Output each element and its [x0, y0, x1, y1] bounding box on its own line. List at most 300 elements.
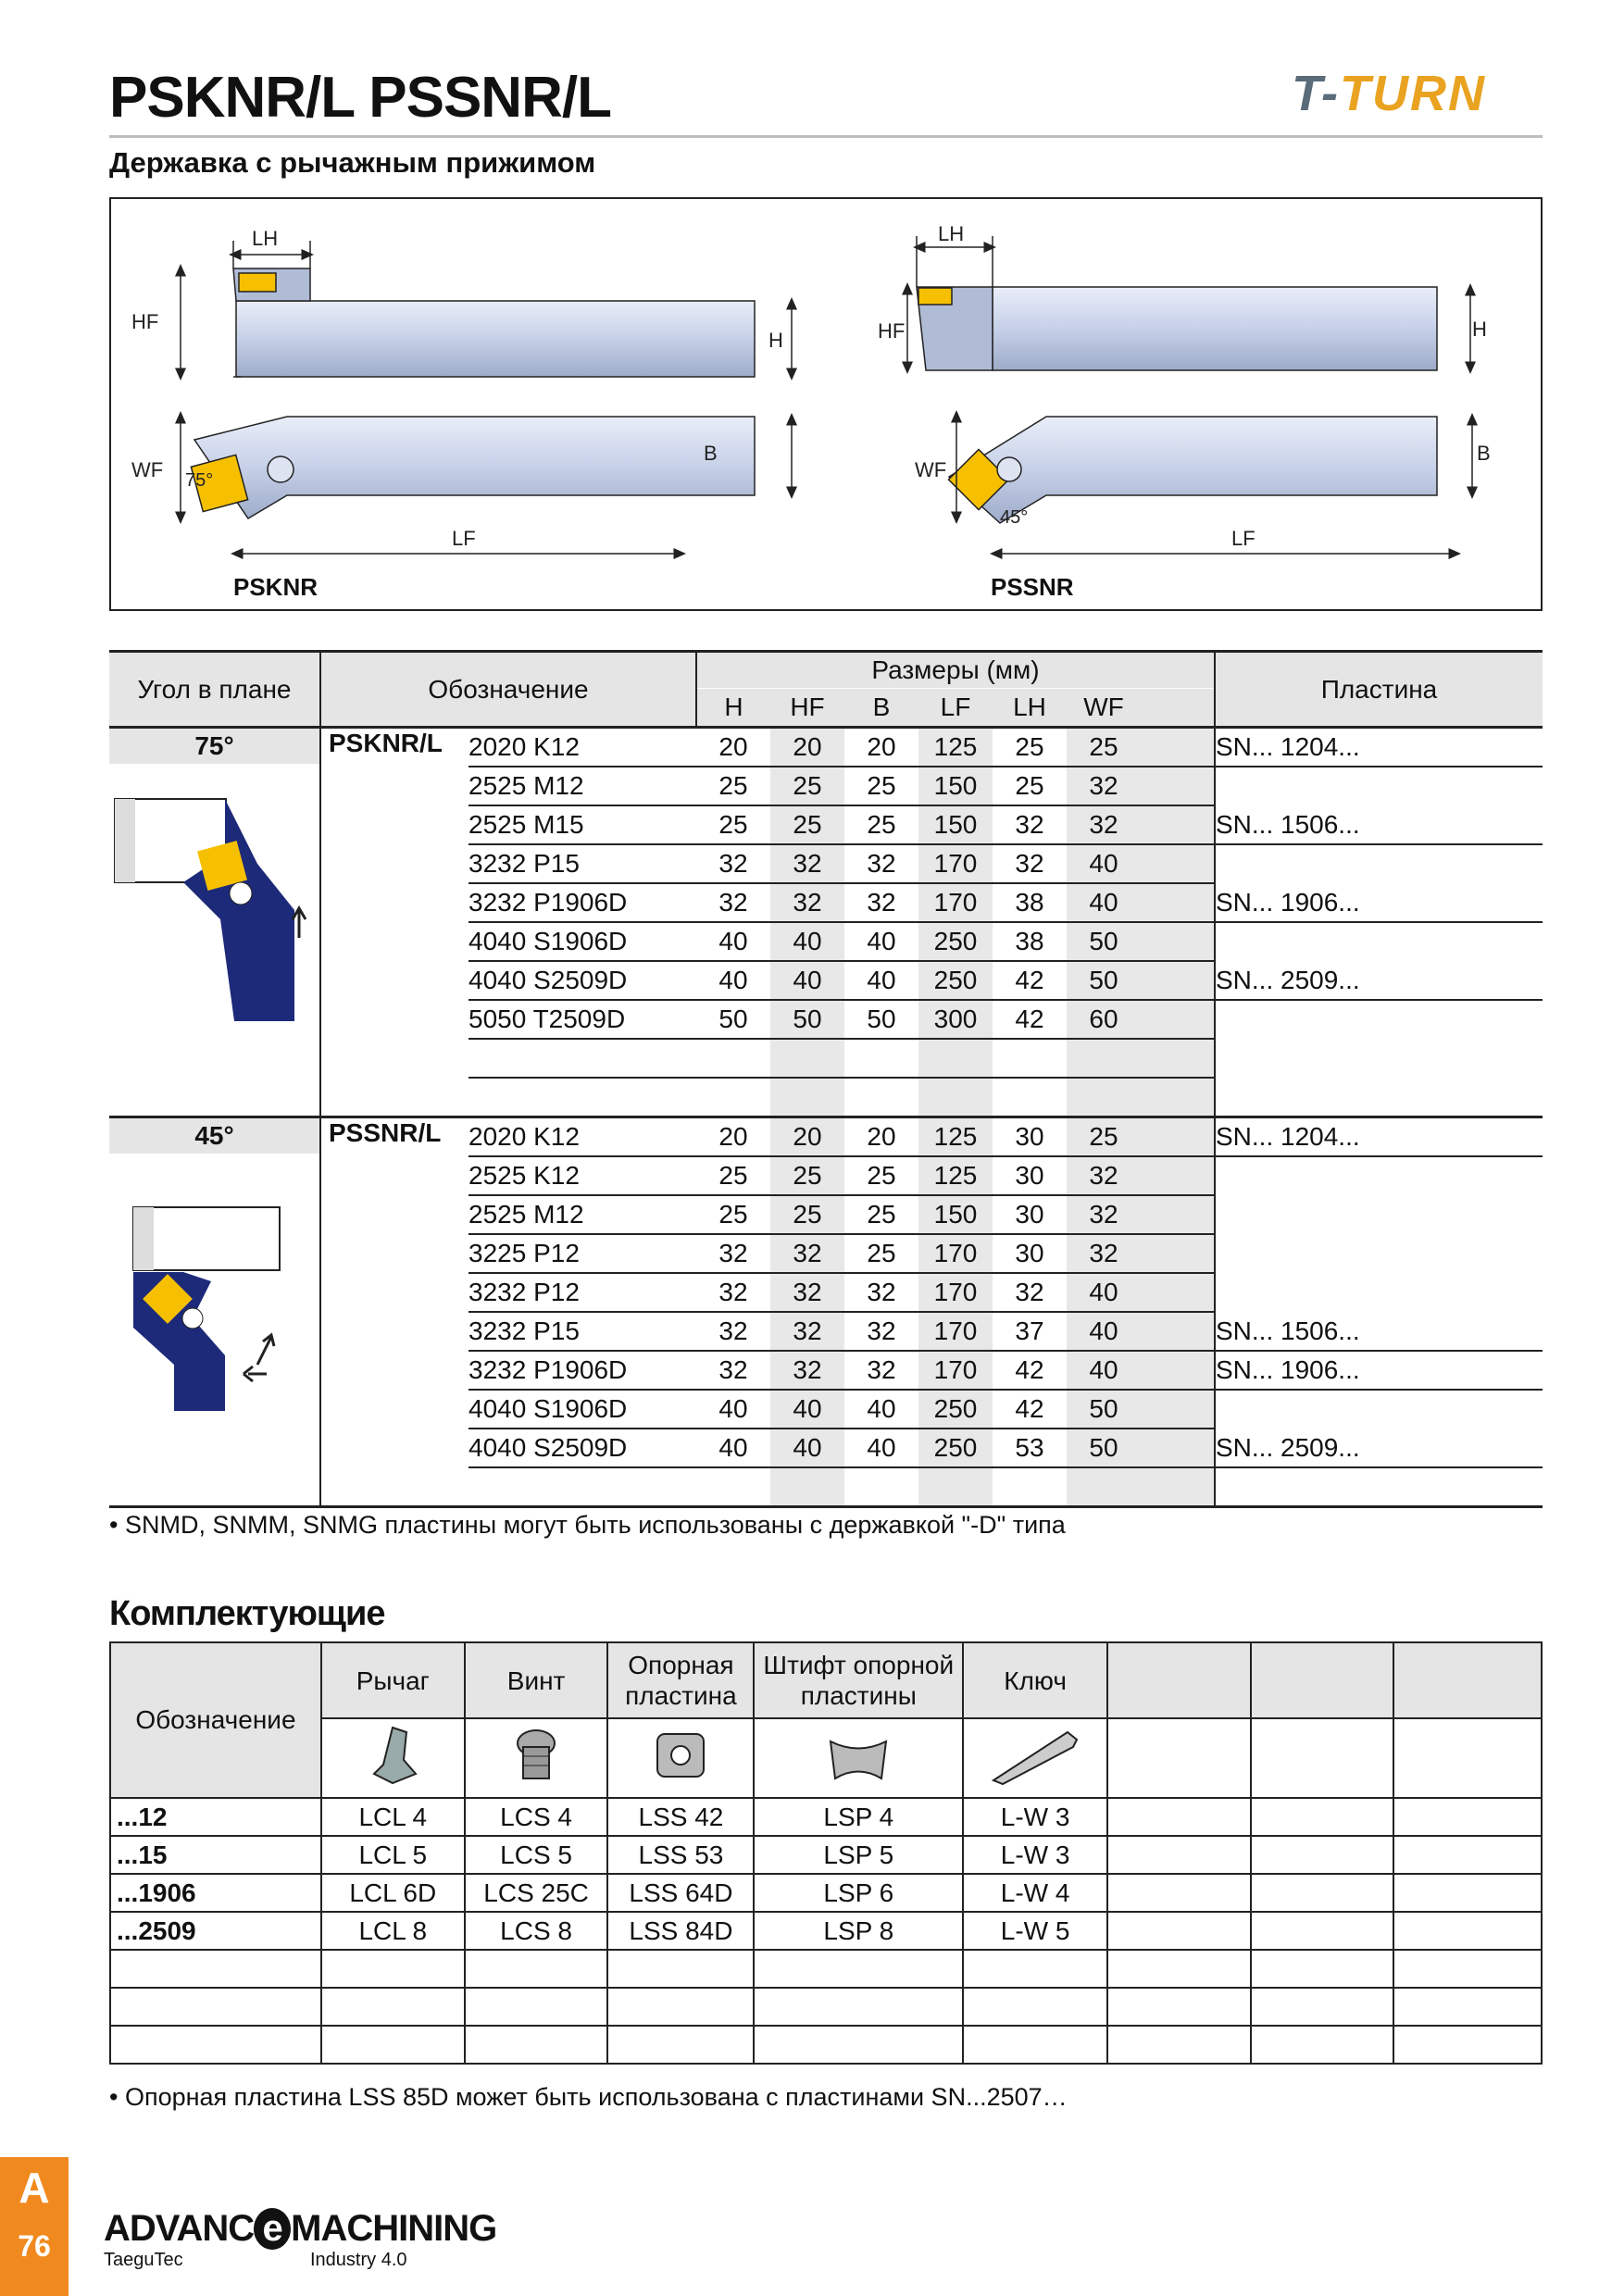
acc-blank: [1393, 1912, 1542, 1950]
dim-value: 25: [993, 767, 1067, 805]
holder-code: [468, 1039, 696, 1078]
dim-hf: HF: [878, 319, 906, 343]
acc-col-head: Опорная пластина: [607, 1642, 754, 1718]
dim-value: 125: [918, 728, 993, 767]
dim-value: 25: [844, 767, 918, 805]
dim-value: [770, 1039, 844, 1078]
label-pssn: PSSNR: [991, 573, 1074, 601]
acc-part: LCS 4: [465, 1798, 608, 1836]
acc-col-head: Винт: [465, 1642, 608, 1718]
dim-value: 32: [1067, 1234, 1141, 1273]
acc-row: [110, 2026, 1542, 2064]
acc-part: LCL 8: [321, 1912, 465, 1950]
insert-type: SN... 1906...: [1215, 1351, 1543, 1390]
dim-value: 42: [993, 1390, 1067, 1429]
dim-value: 150: [918, 1195, 993, 1234]
blank-cell: [1141, 1467, 1215, 1507]
dim-value: 25: [696, 767, 770, 805]
dim-value: 25: [770, 767, 844, 805]
dim-value: 32: [696, 1273, 770, 1312]
dim-value: 32: [844, 1312, 918, 1351]
insert-type: [1215, 1000, 1543, 1039]
acc-blank: [1393, 1836, 1542, 1874]
dim-value: 40: [844, 922, 918, 961]
acc-part: [607, 1950, 754, 1988]
tool-drawings: [109, 197, 1543, 611]
insert-type: [1215, 1234, 1543, 1273]
dim-value: [696, 1467, 770, 1507]
acc-part: [607, 2026, 754, 2064]
dim-value: 50: [844, 1000, 918, 1039]
dim-value: [770, 1467, 844, 1507]
holder-code: 2525 M15: [468, 805, 696, 844]
dim-value: [696, 1039, 770, 1078]
insert-type: [1215, 922, 1543, 961]
dim-value: 20: [844, 1117, 918, 1157]
angle-45: 45°: [1000, 507, 1029, 528]
shim-icon: [648, 1723, 713, 1788]
insert-type: SN... 2509...: [1215, 1429, 1543, 1467]
advance-machining-logo: ADVANC e MACHINING: [104, 2208, 497, 2249]
note-snmd: • SNMD, SNMM, SNMG пластины могут быть использованы с державкой "-D" типа: [109, 1511, 1066, 1539]
acc-part: L-W 3: [963, 1798, 1107, 1836]
dim-head: LH: [993, 689, 1067, 728]
acc-blank: [1393, 1950, 1542, 1988]
logo-e: e: [254, 2208, 291, 2250]
dim-value: 50: [1067, 961, 1141, 1000]
acc-blank: [1107, 1988, 1251, 2026]
acc-part: [754, 2026, 963, 2064]
table-row: [109, 728, 1543, 767]
acc-part: LSP 5: [754, 1836, 963, 1874]
header-divider: [109, 135, 1543, 138]
dim-value: 60: [1067, 1000, 1141, 1039]
dim-value: 42: [993, 961, 1067, 1000]
accessories-title: Комплектующие: [109, 1594, 385, 1633]
acc-code: [110, 2026, 321, 2064]
acc-part: LSP 4: [754, 1798, 963, 1836]
insert-type: [1215, 1195, 1543, 1234]
dim-value: 170: [918, 1234, 993, 1273]
dim-value: 20: [770, 728, 844, 767]
dim-value: 32: [844, 844, 918, 883]
blank-cell: [1141, 1273, 1215, 1312]
blank-cell: [1141, 922, 1215, 961]
dim-value: [1067, 1039, 1141, 1078]
acc-icon-cell: [607, 1718, 754, 1798]
dim-value: 32: [770, 1351, 844, 1390]
dim-value: 20: [770, 1117, 844, 1157]
holder-code: 2525 M12: [468, 767, 696, 805]
dim-value: 150: [918, 767, 993, 805]
dim-value: 37: [993, 1312, 1067, 1351]
acc-part: LSS 53: [607, 1836, 754, 1874]
dim-value: 170: [918, 844, 993, 883]
holder-code: 2020 K12: [468, 1117, 696, 1157]
dim-wf: WF: [915, 458, 947, 481]
acc-part: [754, 1950, 963, 1988]
insert-type: [1215, 1467, 1543, 1507]
dim-value: [844, 1078, 918, 1117]
dim-value: 250: [918, 922, 993, 961]
acc-part: LSP 8: [754, 1912, 963, 1950]
acc-blank: [1251, 1874, 1394, 1912]
dim-value: 32: [993, 1273, 1067, 1312]
dim-value: 125: [918, 1117, 993, 1157]
holder-code: 3232 P15: [468, 1312, 696, 1351]
table-row: [109, 1117, 1543, 1157]
dim-value: [918, 1467, 993, 1507]
dim-value: 20: [696, 728, 770, 767]
dim-value: 50: [770, 1000, 844, 1039]
dim-value: 250: [918, 1429, 993, 1467]
dim-value: 25: [696, 805, 770, 844]
acc-part: L-W 5: [963, 1912, 1107, 1950]
dim-value: 30: [993, 1234, 1067, 1273]
section-letter: A: [19, 2164, 50, 2212]
dim-value: [1067, 1467, 1141, 1507]
acc-blank: [1107, 1874, 1251, 1912]
logo-part1: T-: [1292, 66, 1340, 121]
acc-row: [110, 1836, 1542, 1874]
insert-icon: [239, 273, 276, 292]
blank-cell: [1141, 1312, 1215, 1351]
dim-value: 50: [1067, 922, 1141, 961]
acc-icon-cell: [963, 1718, 1107, 1798]
family-code: PSKNR/L: [320, 728, 468, 1117]
blank-cell: [1141, 961, 1215, 1000]
acc-code: [110, 1988, 321, 2026]
t-turn-logo: [1292, 65, 1486, 122]
acc-part: [321, 1988, 465, 2026]
blank-cell: [1141, 1078, 1215, 1117]
dim-value: 53: [993, 1429, 1067, 1467]
holder-code: [468, 1467, 696, 1507]
dim-value: 30: [993, 1117, 1067, 1157]
acc-blank: [1393, 1874, 1542, 1912]
insert-type: SN... 1204...: [1215, 728, 1543, 767]
dim-value: 250: [918, 1390, 993, 1429]
insert-type: [1215, 1273, 1543, 1312]
col-dims: Размеры (мм): [696, 652, 1215, 689]
holder-45-icon: [109, 1179, 313, 1420]
acc-code: ...1906: [110, 1874, 321, 1912]
dim-value: [844, 1039, 918, 1078]
section-tab: [0, 2157, 69, 2296]
acc-col-head: Рычаг: [321, 1642, 465, 1718]
insert-type: [1215, 1156, 1543, 1195]
dim-value: 25: [1067, 728, 1141, 767]
acc-blank: [1393, 1798, 1542, 1836]
dim-value: 25: [844, 1156, 918, 1195]
dim-value: 40: [1067, 883, 1141, 922]
insert-type: SN... 2509...: [1215, 961, 1543, 1000]
dim-value: [844, 1467, 918, 1507]
acc-part: [963, 1950, 1107, 1988]
dim-value: 32: [696, 1312, 770, 1351]
insert-type: [1215, 844, 1543, 883]
dim-value: 30: [993, 1195, 1067, 1234]
family-code: PSSNR/L: [320, 1117, 468, 1507]
dim-value: 32: [696, 1351, 770, 1390]
dim-value: [993, 1467, 1067, 1507]
dim-value: 125: [918, 1156, 993, 1195]
dim-value: 25: [696, 1195, 770, 1234]
pssnr-side-shank: [993, 287, 1437, 370]
holder-code: 3232 P1906D: [468, 1351, 696, 1390]
pskn-thumbnail: [109, 790, 319, 1037]
angle-75: 75°: [185, 470, 214, 491]
holder-code: 2525 K12: [468, 1156, 696, 1195]
acc-part: LCS 8: [465, 1912, 608, 1950]
holder-code: [468, 1078, 696, 1117]
dim-value: 40: [844, 1429, 918, 1467]
acc-part: LSP 6: [754, 1874, 963, 1912]
acc-col-head: Штифт опорной пластины: [754, 1642, 963, 1718]
dim-value: 32: [770, 844, 844, 883]
holder-code: 3225 P12: [468, 1234, 696, 1273]
acc-blank: [1107, 1912, 1251, 1950]
dim-value: 25: [770, 1156, 844, 1195]
page-subtitle: Державка с рычажным прижимом: [109, 146, 596, 179]
dim-value: 25: [770, 1195, 844, 1234]
acc-part: LCL 6D: [321, 1874, 465, 1912]
acc-icon-cell: [1251, 1718, 1394, 1798]
acc-blank: [1393, 2026, 1542, 2064]
acc-blank: [1251, 1950, 1394, 1988]
dim-value: 30: [993, 1156, 1067, 1195]
insert-type: SN... 1506...: [1215, 1312, 1543, 1351]
acc-row: [110, 1798, 1542, 1836]
holder-code: 3232 P15: [468, 844, 696, 883]
dim-value: [993, 1039, 1067, 1078]
dim-value: 40: [1067, 844, 1141, 883]
label-pskn: PSKNR: [233, 573, 319, 601]
insert-type: [1215, 1390, 1543, 1429]
dim-value: 32: [696, 844, 770, 883]
dim-value: [1067, 1078, 1141, 1117]
acc-code: ...12: [110, 1798, 321, 1836]
dim-value: 40: [770, 1390, 844, 1429]
acc-col-head: [1251, 1642, 1394, 1718]
dim-lf: LF: [452, 527, 476, 550]
acc-blank: [1251, 1912, 1394, 1950]
holder-code: 4040 S1906D: [468, 922, 696, 961]
dim-value: [770, 1078, 844, 1117]
screw-icon: [508, 1723, 564, 1788]
dim-value: [993, 1078, 1067, 1117]
dim-value: 38: [993, 883, 1067, 922]
insert-type: [1215, 1039, 1543, 1078]
page-title: PSKNR/L PSSNR/L: [109, 66, 611, 130]
key-icon: [984, 1723, 1086, 1788]
blank-cell: [1141, 805, 1215, 844]
acc-part: [465, 1950, 608, 1988]
col-angle: Угол в плане: [109, 652, 320, 728]
acc-part: [465, 2026, 608, 2064]
dim-h: H: [768, 329, 783, 352]
dim-b: B: [1477, 442, 1491, 465]
acc-icon-cell: [1107, 1718, 1251, 1798]
acc-part: LCL 5: [321, 1836, 465, 1874]
acc-part: L-W 3: [963, 1836, 1107, 1874]
blank-cell: [1141, 1117, 1215, 1157]
dim-value: 25: [844, 805, 918, 844]
psknr-side-shank: [236, 301, 755, 377]
dim-value: 32: [993, 844, 1067, 883]
holder-code: 4040 S2509D: [468, 961, 696, 1000]
dim-value: 25: [993, 728, 1067, 767]
acc-part: LSS 84D: [607, 1912, 754, 1950]
insert-type: SN... 1204...: [1215, 1117, 1543, 1157]
dim-value: 32: [696, 883, 770, 922]
dim-value: 32: [1067, 767, 1141, 805]
dim-value: 20: [844, 728, 918, 767]
dim-value: 32: [770, 883, 844, 922]
blank-cell: [1141, 1195, 1215, 1234]
dim-value: 32: [770, 1273, 844, 1312]
acc-part: [607, 1988, 754, 2026]
blank-cell: [1141, 1000, 1215, 1039]
acc-part: LCS 5: [465, 1836, 608, 1874]
dim-value: 50: [1067, 1429, 1141, 1467]
dim-wf: WF: [131, 458, 164, 481]
holder-code: 5050 T2509D: [468, 1000, 696, 1039]
dim-lf: LF: [1231, 527, 1255, 550]
blank-cell: [1141, 883, 1215, 922]
acc-blank: [1251, 2026, 1394, 2064]
dim-value: 170: [918, 1273, 993, 1312]
acc-part: [963, 2026, 1107, 2064]
col-code: Обозначение: [320, 652, 696, 728]
dim-value: 25: [770, 805, 844, 844]
dim-value: 170: [918, 1351, 993, 1390]
insert-type: SN... 1506...: [1215, 805, 1543, 844]
drawings-svg: [111, 199, 1541, 609]
acc-part: [963, 1988, 1107, 2026]
acc-part: [754, 1988, 963, 2026]
angle-label: 45°: [109, 1118, 319, 1154]
dim-value: 40: [696, 922, 770, 961]
acc-blank: [1251, 1836, 1394, 1874]
dim-value: 38: [993, 922, 1067, 961]
holder-code: 3232 P1906D: [468, 883, 696, 922]
dim-value: 170: [918, 1312, 993, 1351]
shim-pin-icon: [821, 1723, 895, 1788]
acc-row: [110, 1912, 1542, 1950]
acc-blank: [1107, 1836, 1251, 1874]
dim-value: 40: [696, 1429, 770, 1467]
acc-blank: [1251, 1798, 1394, 1836]
dim-value: 40: [1067, 1351, 1141, 1390]
blank-cell: [1141, 1039, 1215, 1078]
acc-blank: [1251, 1988, 1394, 2026]
dim-value: 40: [844, 1390, 918, 1429]
holder-code: 3232 P12: [468, 1273, 696, 1312]
holder-code: 2525 M12: [468, 1195, 696, 1234]
pssn-thumbnail: [109, 1179, 319, 1427]
insert-type: SN... 1906...: [1215, 883, 1543, 922]
acc-part: LCS 25C: [465, 1874, 608, 1912]
dim-value: [918, 1078, 993, 1117]
dim-b: B: [704, 442, 718, 465]
dim-value: 40: [696, 1390, 770, 1429]
blank-cell: [1141, 728, 1215, 767]
blank-cell: [1141, 1156, 1215, 1195]
acc-blank: [1107, 1798, 1251, 1836]
acc-code: ...15: [110, 1836, 321, 1874]
acc-icon-cell: [465, 1718, 608, 1798]
angle-label: 75°: [109, 729, 319, 764]
acc-row: [110, 1988, 1542, 2026]
holder-75-icon: [109, 790, 313, 1030]
acc-part: [465, 1988, 608, 2026]
dim-value: 40: [1067, 1312, 1141, 1351]
dim-head: B: [844, 689, 918, 728]
dim-head-blank: [1141, 689, 1215, 728]
dim-head: H: [696, 689, 770, 728]
dim-value: 32: [770, 1234, 844, 1273]
dim-value: 25: [1067, 1117, 1141, 1157]
dim-value: 32: [770, 1312, 844, 1351]
acc-part: [321, 2026, 465, 2064]
dim-value: 25: [844, 1234, 918, 1273]
page-number: 76: [18, 2229, 51, 2263]
dim-value: 40: [770, 1429, 844, 1467]
accessories-table: [109, 1641, 1543, 2065]
acc-code: ...2509: [110, 1912, 321, 1950]
acc-part: LSS 42: [607, 1798, 754, 1836]
dim-head: LF: [918, 689, 993, 728]
logo-part2: TURN: [1340, 66, 1486, 121]
acc-icon-cell: [754, 1718, 963, 1798]
blank-cell: [1141, 767, 1215, 805]
acc-code: [110, 1950, 321, 1988]
dim-value: 32: [1067, 805, 1141, 844]
dim-value: 32: [993, 805, 1067, 844]
dim-value: 32: [844, 1351, 918, 1390]
dim-value: 50: [1067, 1390, 1141, 1429]
dim-value: 32: [1067, 1156, 1141, 1195]
dim-value: 170: [918, 883, 993, 922]
acc-blank: [1107, 1950, 1251, 1988]
insert-type: [1215, 767, 1543, 805]
acc-part: [321, 1950, 465, 1988]
dim-value: 300: [918, 1000, 993, 1039]
insert-type: [1215, 1078, 1543, 1117]
acc-col-head: [1107, 1642, 1251, 1718]
dim-value: 40: [770, 961, 844, 1000]
dim-hf: HF: [131, 310, 159, 333]
dim-value: 25: [696, 1156, 770, 1195]
dim-value: 25: [844, 1195, 918, 1234]
dim-value: 40: [844, 961, 918, 1000]
blank-cell: [1141, 1234, 1215, 1273]
blank-cell: [1141, 844, 1215, 883]
dim-value: 50: [696, 1000, 770, 1039]
insert-icon: [918, 288, 952, 305]
acc-icon-cell: [1393, 1718, 1542, 1798]
dim-h: H: [1472, 318, 1487, 341]
dim-head: HF: [770, 689, 844, 728]
acc-blank: [1107, 2026, 1251, 2064]
dim-value: 32: [844, 883, 918, 922]
industry-label: Industry 4.0: [310, 2250, 407, 2270]
blank-cell: [1141, 1390, 1215, 1429]
acc-part: LSS 64D: [607, 1874, 754, 1912]
dim-value: 40: [1067, 1273, 1141, 1312]
holder-code: 2020 K12: [468, 728, 696, 767]
